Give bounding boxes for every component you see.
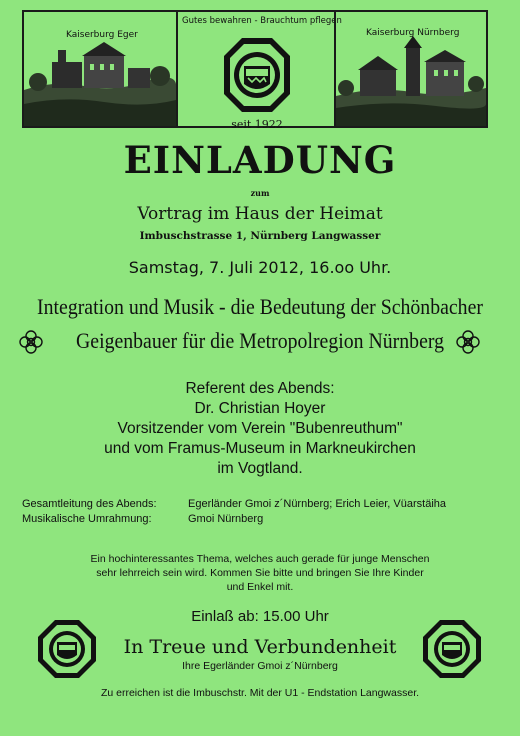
venue-address: Imbuschstrasse 1, Nürnberg Langwasser [139, 230, 381, 242]
closing-signature: Ihre Egerländer Gmoi z´Nürnberg [182, 660, 338, 672]
detail-label: Musikalische Umrahmung: [22, 513, 152, 525]
eger-label: Kaiserburg Eger [66, 30, 138, 40]
description-line-3: und Enkel mit. [226, 581, 294, 593]
header-banner [22, 10, 488, 131]
page-title: EINLADUNG [123, 138, 397, 182]
entry-time: Einlaß ab: 15.00 Uhr [191, 608, 329, 625]
closing-motto: In Treue und Verbundenheit [123, 636, 397, 658]
directions-footer: Zu erreichen ist die Imbuschstr. Mit der U1 - Endstation Langwasser. [100, 687, 420, 699]
detail-value: Egerländer Gmoi z´Nürnberg; Erich Leier, Vüarstäiha [188, 498, 447, 510]
rose-ornament-icon [18, 329, 44, 360]
castle-eger-illustration [24, 12, 178, 126]
referent-role-3: im Vogtland. [217, 460, 303, 477]
description-line-2: sehr lehrreich sein wird. Kommen Sie bitte und bringen Sie Ihre Kinder [96, 567, 424, 579]
detail-label: Gesamtleitung des Abends: [22, 498, 157, 510]
referent-role-1: Vorsitzender vom Verein "Bubenreuthum" [117, 420, 403, 437]
referent-role-2: und vom Framus-Museum in Markneukirchen [104, 440, 416, 457]
headline-line-1: Integration und Musik - die Bedeutung der Schönbacher [37, 294, 483, 319]
castle-nuernberg-illustration [334, 12, 486, 126]
lecture-title: Vortrag im Haus der Heimat [137, 204, 383, 224]
headline-line-2: Geigenbauer für die Metropolregion Nürnberg [75, 328, 445, 353]
detail-value: Gmoi Nürnberg [188, 513, 264, 525]
founded-year: seit 1922 [231, 118, 283, 131]
event-date: Samstag, 7. Juli 2012, 16.oo Uhr. [128, 258, 392, 277]
zum-label: zum [250, 188, 270, 198]
description-line-1: Ein hochinteressantes Thema, welches auch gerade für junge Menschen [90, 553, 430, 565]
referent-name: Dr. Christian Hoyer [194, 400, 326, 417]
gmoi-crest-icon [222, 36, 292, 121]
rose-ornament-icon [455, 329, 481, 360]
referent-heading: Referent des Abends: [185, 380, 335, 397]
nuernberg-label: Kaiserburg Nürnberg [366, 28, 460, 38]
motto-arc: Gutes bewahren - Brauchtum pflegen [182, 16, 342, 26]
